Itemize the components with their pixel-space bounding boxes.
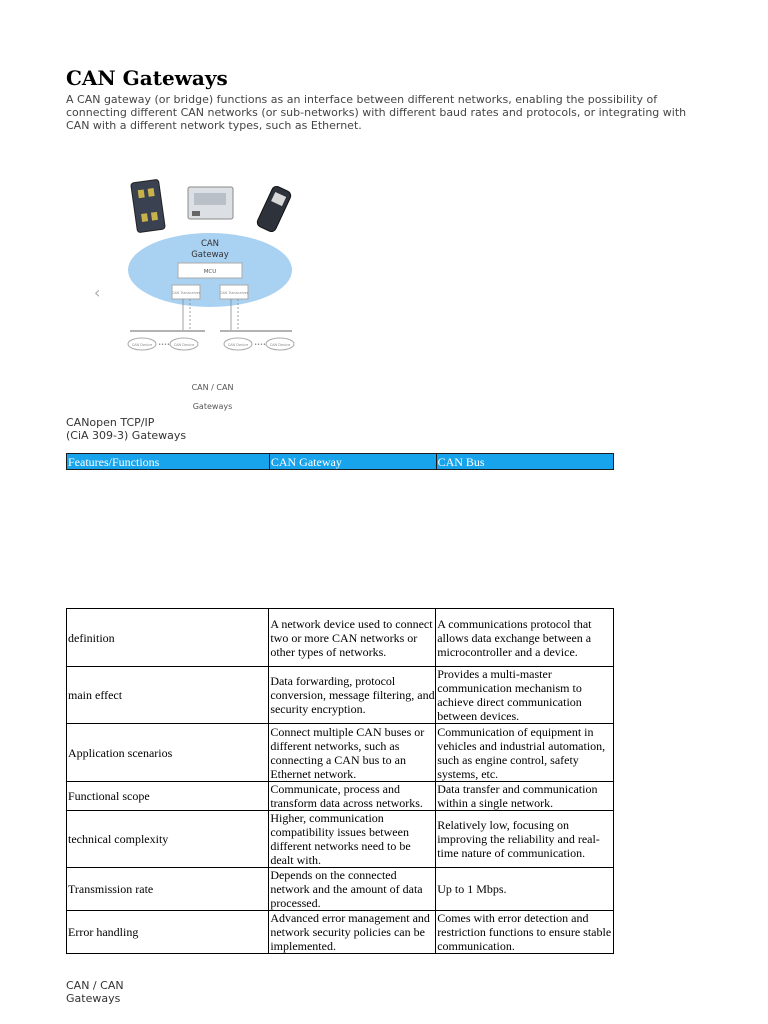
diagram-caption-line1: CAN / CAN: [191, 383, 234, 392]
svg-text:CAN Device: CAN Device: [269, 343, 291, 347]
bus-cell: Provides a multi-master communication mechanism to achieve direct communication between devices.: [436, 667, 614, 724]
table-row: [67, 609, 614, 667]
table-row: [67, 667, 614, 724]
page-title: CAN Gateways: [66, 66, 228, 90]
gateway-cell: Connect multiple CAN buses or different networks, such as connecting a CAN bus to an Ethernet network.: [269, 724, 436, 782]
bus-cell: Comes with error detection and restriction functions to ensure stable communication.: [436, 911, 614, 954]
feature-cell: Application scenarios: [67, 724, 269, 782]
table-header-row: [67, 454, 614, 470]
mcu-label: MCU: [203, 269, 217, 275]
gateway-cell: A network device used to connect two or more CAN networks or other types of networks.: [269, 609, 436, 667]
bus-cell: Communication of equipment in vehicles and industrial automation, such as engine control, safety systems, etc.: [436, 724, 614, 782]
transceiver-label-right: CAN Transceiver: [219, 291, 249, 295]
feature-cell: Functional scope: [67, 782, 269, 811]
svg-text:••••: ••••: [254, 342, 266, 348]
gateway-cell: Communicate, process and transform data across networks.: [269, 782, 436, 811]
feature-cell: definition: [67, 609, 269, 667]
diagram-caption-line2: Gateways: [192, 402, 233, 411]
footer-caption: [66, 979, 124, 1005]
table-row: [67, 724, 614, 782]
can-interface-device-icon: [131, 179, 166, 232]
bus-cell: A communications protocol that allows data exchange between a microcontroller and a device.: [436, 609, 614, 667]
header-can-bus: CAN Bus: [436, 454, 613, 470]
usb-can-adapter-device-icon: [256, 185, 293, 233]
bubble-label-can: CAN: [200, 239, 220, 249]
carousel-prev-arrow-icon[interactable]: ‹: [94, 283, 101, 302]
bus-cell: Up to 1 Mbps.: [436, 868, 614, 911]
intro-paragraph: A CAN gateway (or bridge) functions as an interface between different networks, enabling the possibility of connecting different CAN networks (or sub-networks) with different baud rates and protocols, or integrating with CAN with a different network types, such as Ethernet.: [66, 93, 687, 132]
sub-caption-line2: (CiA 309-3) Gateways: [66, 429, 187, 442]
gateway-cell: Higher, communication compatibility issues between different networks need to be dealt with.: [269, 811, 436, 868]
sub-caption-line1: CANopen TCP/IP: [66, 416, 155, 429]
transceiver-label-left: CAN Transceiver: [171, 291, 201, 295]
footer-caption-line1: CAN / CAN: [66, 979, 124, 992]
feature-cell: Error handling: [67, 911, 269, 954]
can-gateway-diagram: [120, 175, 305, 360]
svg-text:CAN Device: CAN Device: [227, 343, 249, 347]
bus-cell: Data transfer and communication within a single network.: [436, 782, 614, 811]
comparison-table-header: [66, 453, 614, 470]
svg-text:••••: ••••: [158, 342, 170, 348]
gateway-box-device-icon: [188, 187, 233, 219]
footer-caption-line2: Gateways: [66, 992, 121, 1005]
gateway-cell: Data forwarding, protocol conversion, message filtering, and security encryption.: [269, 667, 436, 724]
header-can-gateway: CAN Gateway: [269, 454, 436, 470]
feature-cell: Transmission rate: [67, 868, 269, 911]
bubble-label-gateway: Gateway: [191, 250, 229, 260]
comparison-table: [66, 608, 614, 954]
svg-text:CAN Device: CAN Device: [131, 343, 153, 347]
feature-cell: main effect: [67, 667, 269, 724]
feature-cell: technical complexity: [67, 811, 269, 868]
bus-cell: Relatively low, focusing on improving the reliability and real-time nature of communication.: [436, 811, 614, 868]
table-row: [67, 868, 614, 911]
gateway-cell: Depends on the connected network and the amount of data processed.: [269, 868, 436, 911]
table-row: [67, 911, 614, 954]
table-row: [67, 811, 614, 868]
sub-caption: [66, 416, 186, 442]
gateway-cell: Advanced error management and network security policies can be implemented.: [269, 911, 436, 954]
svg-text:CAN Device: CAN Device: [173, 343, 195, 347]
header-features: Features/Functions: [67, 454, 270, 470]
table-row: [67, 782, 614, 811]
